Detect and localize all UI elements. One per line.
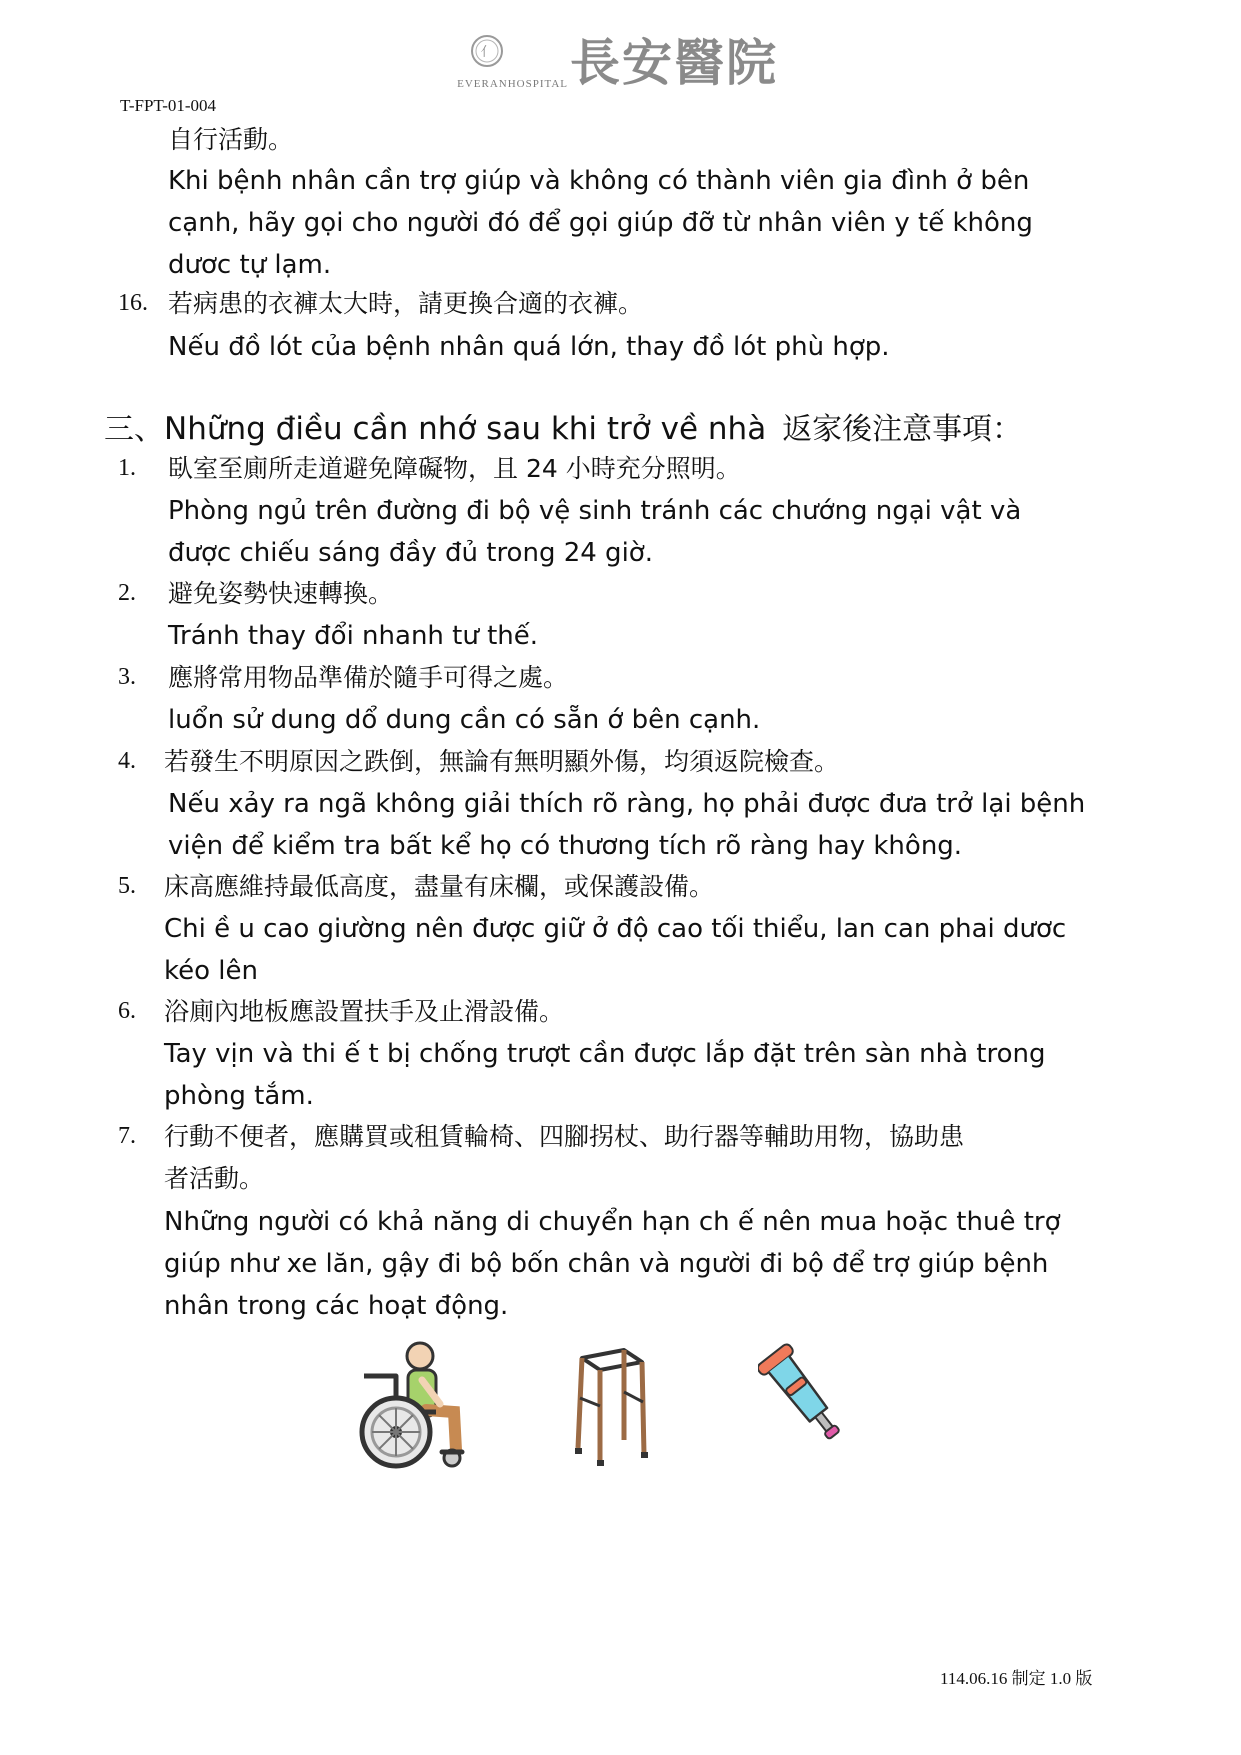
continued-zh-line: 自行活動。 — [168, 125, 294, 154]
item-vi-text: viện để kiểm tra bất kể họ có thương tích rõ ràng hay không. — [168, 831, 963, 861]
svg-text:亻: 亻 — [480, 45, 494, 60]
document-code: T-FPT-01-004 — [120, 96, 217, 115]
continued-vi-line: cạnh, hãy gọi cho người đó để gọi giúp đỡ từ nhân viên y tế không — [168, 208, 1033, 238]
logo-english-name: EVERANHOSPITAL — [457, 78, 568, 90]
item-zh-text: 若發生不明原因之跌倒，無論有無明顯外傷，均須返院檢查。 — [164, 747, 840, 776]
section-title-zh: 返家後注意事項： — [782, 412, 1023, 447]
item-zh-text: 行動不便者，應購買或租賃輪椅、四腳拐杖、助行器等輔助用物，協助患 — [164, 1122, 965, 1151]
item-vi-text: nhân trong các hoạt động. — [164, 1291, 509, 1321]
item-zh-text: 者活動。 — [164, 1164, 265, 1193]
hospital-logo-icon — [470, 34, 504, 68]
item-vi-text: Nếu xảy ra ngã không giải thích rõ ràng, họ phải được đưa trở lại bệnh — [168, 789, 1086, 819]
section-prefix: 三、 — [104, 412, 164, 447]
item-number: 5. — [118, 873, 136, 899]
continued-vi-line: dươc tự lạm. — [168, 250, 332, 280]
item-vi-text: luổn sử dung dổ dung cần có sẵn ớ bên cạnh. — [168, 705, 761, 735]
logo-chinese-name: 長安醫院 — [570, 34, 778, 92]
item-number: 1. — [118, 455, 136, 481]
footer-version: 114.06.16 制定 1.0 版 — [940, 1669, 1093, 1688]
item-number: 2. — [118, 580, 136, 606]
continued-vi-line: Khi bệnh nhân cần trợ giúp và không có thành viên gia đình ở bên — [168, 166, 1030, 196]
item-zh-text: 若病患的衣褲太大時，請更換合適的衣褲。 — [168, 289, 644, 318]
item-zh-text: 應將常用物品準備於隨手可得之處。 — [168, 663, 569, 692]
item-vi-text: được chiếu sáng đầy đủ trong 24 giờ. — [168, 538, 653, 568]
hospital-logo — [420, 32, 820, 94]
item-vi-text: Phòng ngủ trên đường đi bộ vệ sinh tránh các chướng ngại vật và — [168, 496, 1022, 526]
item-number: 4. — [118, 748, 136, 774]
item-vi-text: Nếu đồ lót của bệnh nhân quá lớn, thay đồ lót phù hợp. — [168, 332, 890, 362]
section-title-vi: Những điều cần nhớ sau khi trở về nhà — [164, 411, 767, 447]
item-vi-text: Những người có khả năng di chuyển hạn ch ế nên mua hoặc thuê trợ — [164, 1207, 1061, 1237]
item-number: 3. — [118, 664, 136, 690]
item-vi-text: kéo lên — [164, 956, 258, 986]
item-vi-text: phòng tắm. — [164, 1081, 314, 1111]
item-vi-text: giúp như xe lăn, gậy đi bộ bốn chân và người đi bộ để trợ giúp bệnh — [164, 1249, 1049, 1279]
item-zh-text: 臥室至廁所走道避免障礙物，且 24 小時充分照明。 — [168, 454, 741, 483]
wheelchair-icon — [356, 1340, 476, 1472]
walker-icon — [572, 1348, 652, 1468]
item-zh-text: 浴廁內地板應設置扶手及止滑設備。 — [164, 997, 565, 1026]
item-vi-text: Chi ề u cao giường nên được giữ ở độ cao tối thiểu, lan can phai dươc — [164, 914, 1067, 944]
item-number: 6. — [118, 998, 136, 1024]
item-vi-text: Tay vịn và thi ế t bị chống trượt cần được lắp đặt trên sàn nhà trong — [164, 1039, 1046, 1069]
crutch-icon — [758, 1340, 848, 1450]
item-zh-text: 床高應維持最低高度，盡量有床欄，或保護設備。 — [164, 872, 715, 901]
item-vi-text: Tránh thay đổi nhanh tư thế. — [168, 621, 539, 651]
item-number: 16. — [118, 290, 148, 316]
item-zh-text: 避免姿勢快速轉換。 — [168, 579, 394, 608]
item-number: 7. — [118, 1123, 136, 1149]
assistive-devices-illustrations — [0, 1340, 1241, 1480]
section-heading — [104, 404, 1022, 448]
